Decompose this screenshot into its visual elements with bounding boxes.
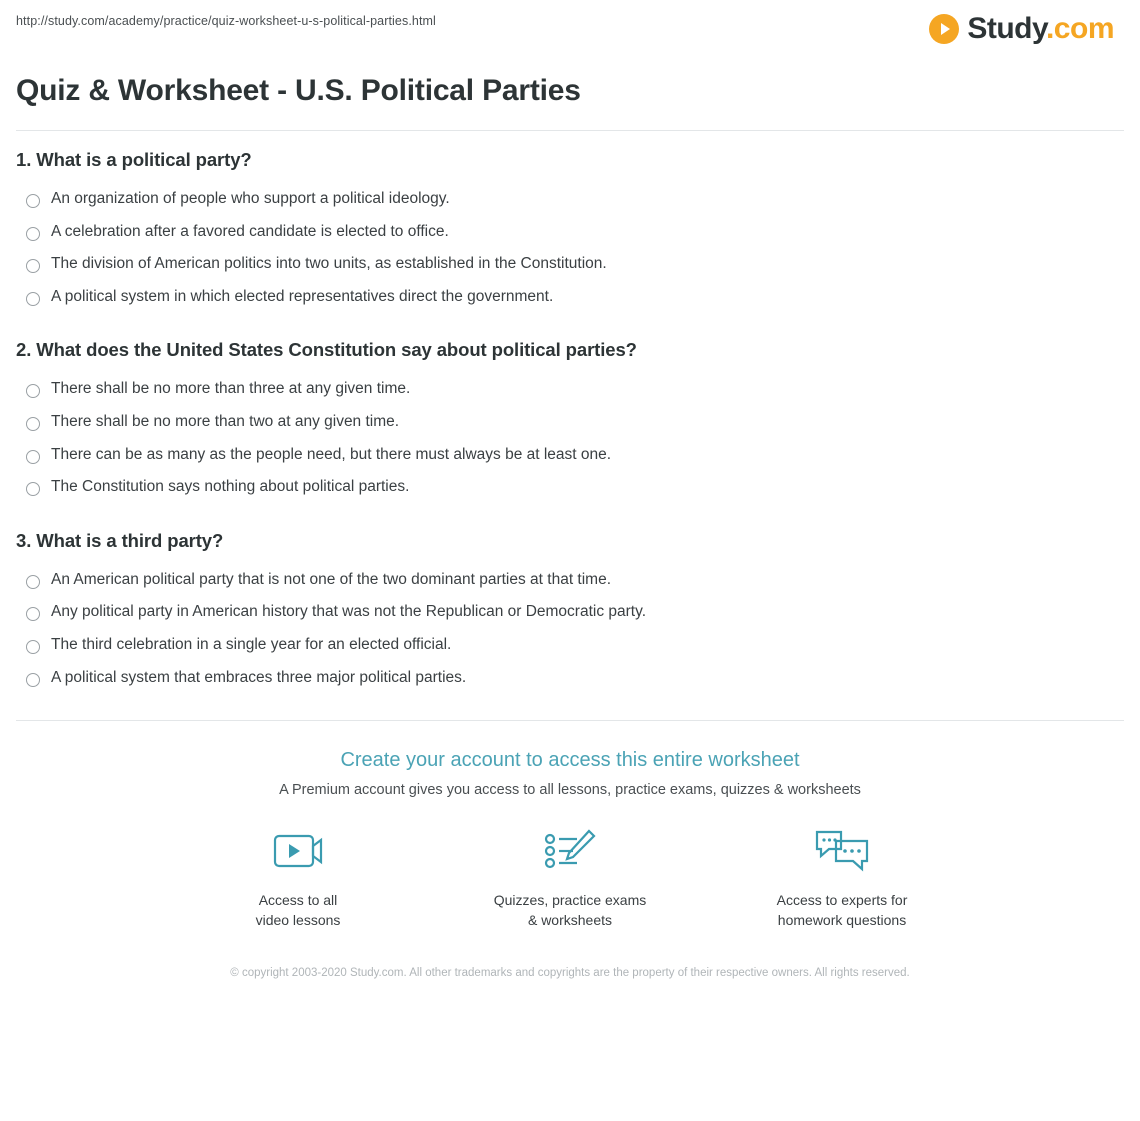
answer-list xyxy=(16,564,1124,694)
quiz-questions xyxy=(16,131,1124,694)
feature-line-1: Access to experts for xyxy=(776,892,908,909)
answer-label: The third celebration in a single year for an elected official. xyxy=(51,635,452,653)
promo-subtitle: A Premium account gives you access to all lessons, practice exams, quizzes & worksheets xyxy=(279,782,861,799)
radio-button-icon[interactable] xyxy=(26,607,40,621)
answer-label: Any political party in American history that was not the Republican or Democratic party. xyxy=(51,603,647,621)
premium-promo xyxy=(16,721,1124,931)
answer-label: An American political party that is not one of the two dominant parties at that time. xyxy=(51,570,612,588)
answer-label: There can be as many as the people need, but there must always be at least one. xyxy=(51,445,612,463)
radio-button-icon[interactable] xyxy=(26,417,40,431)
brand-suffix: .com xyxy=(1045,12,1114,45)
page-header xyxy=(16,0,1124,56)
page-title: Quiz & Worksheet - U.S. Political Parties xyxy=(16,74,581,107)
answer-option[interactable] xyxy=(16,281,1124,314)
answer-label: The division of American politics into two units, as established in the Constitution. xyxy=(51,255,607,273)
feature-text xyxy=(494,890,647,931)
feature-line-2: video lessons xyxy=(255,912,341,929)
answer-label: There shall be no more than three at any given time. xyxy=(51,380,411,398)
radio-button-icon[interactable] xyxy=(26,673,40,687)
feature-line-2: homework questions xyxy=(777,912,907,929)
feature-line-1: Quizzes, practice exams xyxy=(493,892,647,909)
question-block xyxy=(16,149,1124,313)
radio-button-icon[interactable] xyxy=(26,194,40,208)
answer-option[interactable] xyxy=(16,439,1124,472)
radio-button-icon[interactable] xyxy=(26,640,40,654)
feature-quizzes xyxy=(490,824,650,931)
answer-label: The Constitution says nothing about political parties. xyxy=(51,478,410,496)
radio-button-icon[interactable] xyxy=(26,575,40,589)
answer-option[interactable] xyxy=(16,406,1124,439)
feature-line-1: Access to all xyxy=(258,892,338,909)
promo-features xyxy=(16,824,1124,931)
source-url: http://study.com/academy/practice/quiz-worksheet-u-s-political-parties.html xyxy=(16,14,436,28)
answer-label: There shall be no more than two at any given time. xyxy=(51,412,400,430)
answer-option[interactable] xyxy=(16,183,1124,216)
question-text: 2. What does the United States Constitution say about political parties? xyxy=(16,339,637,361)
question-block xyxy=(16,339,1124,503)
answer-label: A political system that embraces three major political parties. xyxy=(51,668,467,686)
answer-option[interactable] xyxy=(16,596,1124,629)
answer-label: A political system in which elected representatives direct the government. xyxy=(51,287,554,305)
play-circle-icon xyxy=(929,14,959,44)
feature-expert-help xyxy=(762,824,922,931)
radio-button-icon[interactable] xyxy=(26,384,40,398)
question-text: 3. What is a third party? xyxy=(16,529,224,551)
feature-video-lessons xyxy=(218,824,378,931)
chat-bubbles-icon xyxy=(814,824,870,878)
study-com-logo xyxy=(929,12,1124,46)
feature-text xyxy=(777,890,908,931)
feature-text xyxy=(256,890,341,931)
answer-option[interactable] xyxy=(16,662,1124,695)
quiz-checklist-icon xyxy=(543,824,597,878)
radio-button-icon[interactable] xyxy=(26,482,40,496)
video-play-icon xyxy=(272,824,324,878)
radio-button-icon[interactable] xyxy=(26,450,40,464)
footer-copyright: © copyright 2003-2020 Study.com. All other trademarks and copyrights are the property of their respective owners. All rights reserved. xyxy=(230,966,910,979)
radio-button-icon[interactable] xyxy=(26,259,40,273)
radio-button-icon[interactable] xyxy=(26,292,40,306)
answer-option[interactable] xyxy=(16,216,1124,249)
answer-label: An organization of people who support a political ideology. xyxy=(51,190,450,207)
answer-list xyxy=(16,183,1124,313)
answer-option[interactable] xyxy=(16,564,1124,597)
promo-title[interactable]: Create your account to access this entire worksheet xyxy=(340,749,800,772)
radio-button-icon[interactable] xyxy=(26,227,40,241)
answer-option[interactable] xyxy=(16,373,1124,406)
feature-line-2: & worksheets xyxy=(527,912,613,929)
question-block xyxy=(16,530,1124,694)
brand-wordmark xyxy=(967,12,1114,46)
answer-option[interactable] xyxy=(16,471,1124,504)
question-text: 1. What is a political party? xyxy=(16,149,252,170)
answer-option[interactable] xyxy=(16,629,1124,662)
answer-label: A celebration after a favored candidate is elected to office. xyxy=(51,222,449,240)
answer-option[interactable] xyxy=(16,248,1124,281)
answer-list xyxy=(16,373,1124,503)
brand-name: Study xyxy=(967,12,1046,45)
